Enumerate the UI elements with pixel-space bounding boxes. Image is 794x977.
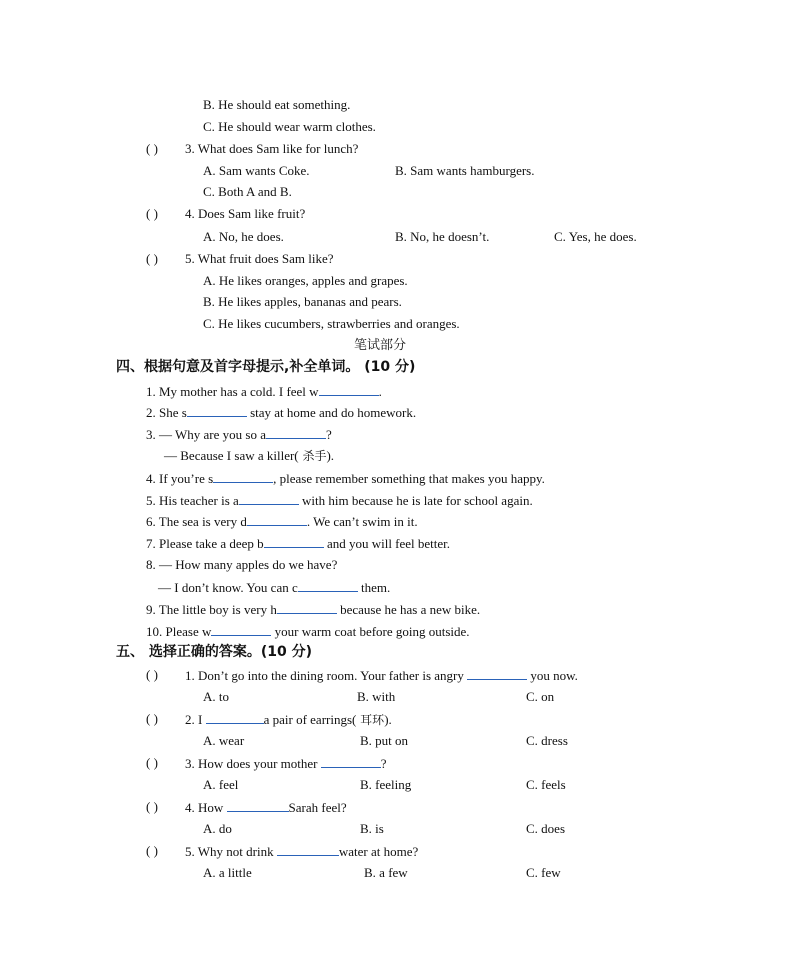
choice-1c: C. on (526, 689, 555, 704)
fill-item-1 (146, 383, 382, 400)
choice-2c: C. dress (526, 733, 568, 748)
item-text: because he has a new bike. (336, 602, 481, 617)
chinese-gloss: 耳环 (356, 713, 385, 727)
option-3b: B. Sam wants hamburgers. (395, 163, 535, 178)
item-text: 9. The little boy is very h (146, 602, 277, 617)
item-text: ? (380, 756, 387, 771)
choice-question-5 (185, 843, 418, 860)
item-text: 4. If you’re s (146, 471, 214, 486)
option-4b: B. No, he doesn’t. (395, 229, 490, 244)
fill-item-7 (146, 535, 450, 552)
choice-question-1 (185, 667, 578, 684)
answer-paren-s4: ( ) (146, 799, 158, 814)
choice-1b: B. with (357, 689, 396, 704)
answer-blank[interactable] (298, 579, 358, 592)
choice-2b: B. put on (360, 733, 409, 748)
item-text: your warm coat before going outside. (271, 624, 470, 639)
answer-blank[interactable] (321, 755, 381, 768)
fill-item-9 (146, 601, 480, 618)
choice-3b: B. feeling (360, 777, 412, 792)
item-text: 6. The sea is very d (146, 514, 247, 529)
question-l5: 5. What fruit does Sam like? (185, 251, 334, 266)
answer-blank[interactable] (467, 667, 527, 680)
choice-3a: A. feel (203, 777, 239, 792)
fill-item-6 (146, 513, 418, 530)
answer-blank[interactable] (247, 513, 307, 526)
option-2c: C. He should wear warm clothes. (203, 119, 376, 134)
item-text: you now. (527, 668, 578, 683)
choice-question-3 (185, 755, 387, 772)
item-text: 7. Please take a deep b (146, 536, 264, 551)
item-text: and you will feel better. (323, 536, 451, 551)
section-5-heading: 五、 选择正确的答案。(10 分) (116, 644, 313, 660)
item-text: them. (357, 580, 391, 595)
item-text: 2. I (185, 712, 206, 727)
item-text: 5. His teacher is a (146, 493, 239, 508)
answer-blank[interactable] (239, 492, 299, 505)
answer-blank[interactable] (277, 601, 337, 614)
item-text: — Because I saw a killer( (164, 448, 299, 463)
question-l3: 3. What does Sam like for lunch? (185, 141, 359, 156)
answer-blank[interactable] (277, 843, 339, 856)
choice-5a: A. a little (203, 865, 252, 880)
answer-paren-l4: ( ) (146, 206, 158, 221)
answer-paren-l5: ( ) (146, 251, 158, 266)
choice-4b: B. is (360, 821, 384, 836)
answer-paren-s5: ( ) (146, 843, 158, 858)
answer-blank[interactable] (319, 383, 379, 396)
item-text: 1. My mother has a cold. I feel w (146, 384, 319, 399)
fill-item-2 (146, 404, 416, 421)
option-5b: B. He likes apples, bananas and pears. (203, 294, 402, 309)
item-text: a pair of earrings( (263, 712, 357, 727)
answer-paren-s1: ( ) (146, 667, 158, 682)
item-text: Sarah feel? (288, 800, 347, 815)
item-text: , please remember something that makes you happy. (273, 471, 545, 486)
item-text: — I don’t know. You can c (158, 580, 298, 595)
item-text: 10. Please w (146, 624, 212, 639)
item-text: 3. How does your mother (185, 756, 321, 771)
item-text: ? (325, 427, 332, 442)
option-2b: B. He should eat something. (203, 97, 351, 112)
item-text: water at home? (338, 844, 419, 859)
item-text: . We can’t swim in it. (306, 514, 418, 529)
option-3a: A. Sam wants Coke. (203, 163, 310, 178)
option-3c: C. Both A and B. (203, 184, 292, 199)
item-text: stay at home and do homework. (246, 405, 417, 420)
choice-5c: C. few (526, 865, 561, 880)
question-l4: 4. Does Sam like fruit? (185, 206, 306, 221)
chinese-gloss: 杀手 (298, 449, 327, 463)
answer-paren-l3: ( ) (146, 141, 158, 156)
item-text: 3. — Why are you so a (146, 427, 266, 442)
item-text: 1. Don’t go into the dining room. Your father is angry (185, 668, 468, 683)
answer-blank[interactable] (206, 711, 264, 724)
item-text: 4. How (185, 800, 227, 815)
choice-5b: B. a few (364, 865, 408, 880)
answer-blank[interactable] (213, 470, 273, 483)
choice-question-4 (185, 799, 347, 816)
answer-paren-s3: ( ) (146, 755, 158, 770)
fill-item-10 (146, 623, 470, 640)
answer-blank[interactable] (264, 535, 324, 548)
answer-blank[interactable] (266, 426, 326, 439)
choice-question-2 (185, 711, 392, 728)
option-5a: A. He likes oranges, apples and grapes. (203, 273, 408, 288)
choice-1a: A. to (203, 689, 229, 704)
choice-4a: A. do (203, 821, 232, 836)
choice-4c: C. does (526, 821, 565, 836)
written-part-title: 笔试部分 (354, 338, 407, 353)
option-5c: C. He likes cucumbers, strawberries and oranges. (203, 316, 460, 331)
item-text: ). (326, 448, 335, 463)
item-text: with him because he is late for school again. (298, 493, 533, 508)
choice-2a: A. wear (203, 733, 245, 748)
fill-item-4 (146, 470, 545, 487)
fill-item-3 (146, 426, 332, 443)
answer-blank[interactable] (211, 623, 271, 636)
item-text: . (378, 384, 382, 399)
fill-item-3-reply (164, 448, 334, 464)
item-text: 2. She s (146, 405, 187, 420)
fill-item-8-reply (158, 579, 390, 596)
answer-blank[interactable] (187, 404, 247, 417)
fill-item-8: 8. — How many apples do we have? (146, 557, 338, 572)
fill-item-5 (146, 492, 533, 509)
answer-paren-s2: ( ) (146, 711, 158, 726)
section-4-heading: 四、根据句意及首字母提示,补全单词。 (10 分) (116, 359, 416, 375)
item-text: 5. Why not drink (185, 844, 277, 859)
option-4c: C. Yes, he does. (554, 229, 637, 244)
choice-3c: C. feels (526, 777, 566, 792)
option-4a: A. No, he does. (203, 229, 284, 244)
item-text: ). (384, 712, 392, 727)
answer-blank[interactable] (227, 799, 289, 812)
